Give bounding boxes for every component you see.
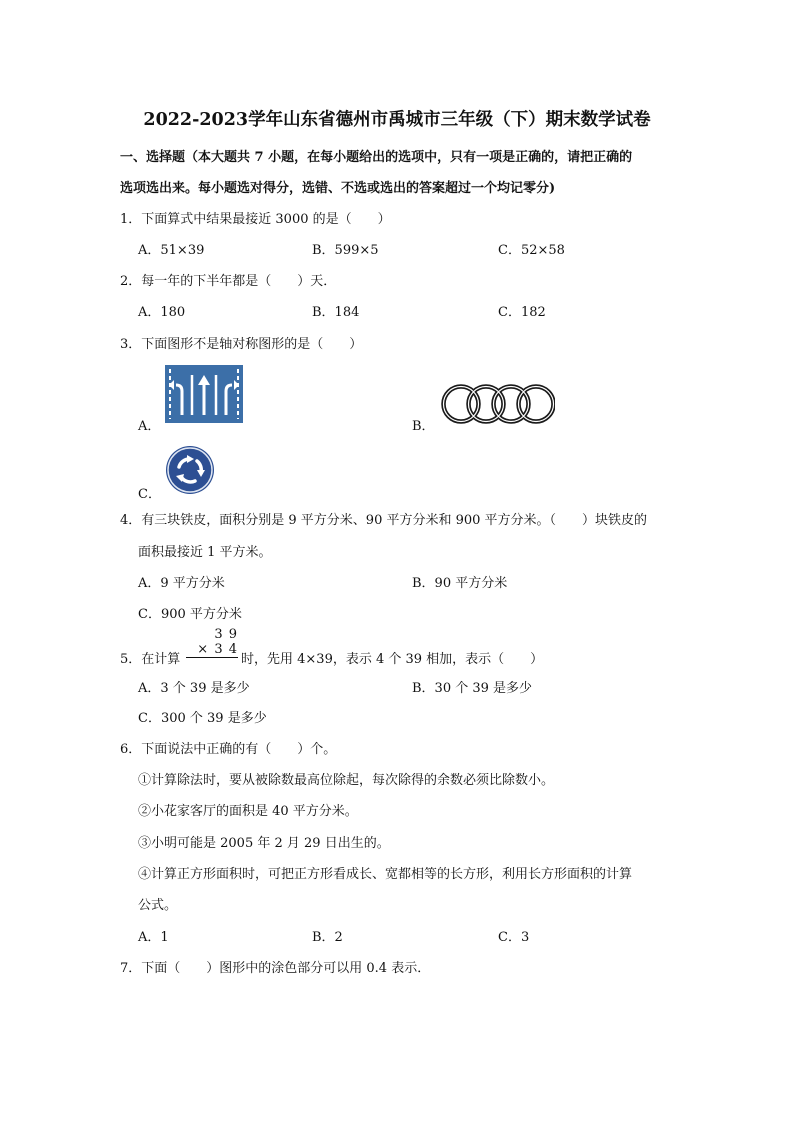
question-6-option-b: B．2 — [312, 930, 343, 945]
question-1-option-b: B．599×5 — [312, 243, 379, 258]
vertical-calc-bottom: × 3 4 — [186, 642, 238, 658]
section-instructions-line-1: 一、选择题（本大题共 7 小题，在每小题给出的选项中，只有一项是正确的，请把正确的 — [120, 150, 633, 165]
question-1-stem: 1．下面算式中结果最接近 3000 的是（ ） — [120, 212, 391, 227]
question-3-option-c: C． — [138, 487, 161, 502]
question-1-option-c: C．52×58 — [498, 243, 565, 258]
question-5-option-a: A．3 个 39 是多少 — [138, 681, 250, 696]
question-6-statement-2: ②小花家客厅的面积是 40 平方分米。 — [138, 804, 358, 819]
question-5-stem-prefix: 5．在计算 — [120, 652, 181, 667]
question-4-stem-line-1: 4．有三块铁皮，面积分别是 9 平方分米、90 平方分米和 900 平方分米。（ ）块铁皮的 — [120, 513, 648, 528]
question-4-option-b: B．90 平方分米 — [412, 576, 508, 591]
question-2-option-c: C．182 — [498, 305, 546, 320]
question-2-option-b: B．184 — [312, 305, 360, 320]
question-4-option-c: C．900 平方分米 — [138, 607, 242, 622]
question-3-stem: 3．下面图形不是轴对称图形的是（ ） — [120, 337, 363, 352]
section-instructions-line-2: 选项选出来。每小题选对得分，选错、不选或选出的答案超过一个均记零分) — [120, 181, 556, 196]
vertical-calc-top: 3 9 — [214, 627, 238, 642]
question-5-option-b: B．30 个 39 是多少 — [412, 681, 533, 696]
page-title: 2022-2023学年山东省德州市禹城市三年级（下）期末数学试卷 — [143, 110, 651, 130]
question-6-option-c: C．3 — [498, 930, 530, 945]
question-6-stem: 6．下面说法中正确的有（ ）个。 — [120, 742, 337, 757]
question-4-option-a: A．9 平方分米 — [138, 576, 225, 591]
question-6-statement-3: ③小明可能是 2005 年 2 月 29 日出生的。 — [138, 836, 390, 851]
question-6-statement-1: ①计算除法时，要从被除数最高位除起，每次除得的余数必须比除数小。 — [138, 773, 555, 788]
question-3-option-a: A． — [138, 419, 161, 434]
question-2-stem: 2．每一年的下半年都是（ ）天． — [120, 274, 337, 289]
lane-arrows-road-sign-icon — [165, 365, 243, 423]
question-1-option-a: A．51×39 — [138, 243, 205, 258]
question-5-stem-suffix: 时，先用 4×39，表示 4 个 39 相加，表示（ ） — [241, 652, 544, 667]
question-6-statement-4: ④计算正方形面积时，可把正方形看成长、宽都相等的长方形，利用长方形面积的计算 — [138, 867, 633, 882]
question-6-option-a: A．1 — [138, 930, 169, 945]
question-4-stem-line-2: 面积最接近 1 平方米。 — [138, 545, 272, 560]
question-5-option-c: C．300 个 39 是多少 — [138, 711, 267, 726]
question-6-statement-4-cont: 公式。 — [138, 898, 178, 913]
question-3-option-b: B． — [412, 419, 435, 434]
four-interlocking-rings-icon — [439, 381, 555, 427]
question-2-option-a: A．180 — [138, 305, 186, 320]
question-7-stem: 7．下面（ ）图形中的涂色部分可以用 0.4 表示． — [120, 961, 431, 976]
roundabout-road-sign-icon — [165, 445, 215, 495]
